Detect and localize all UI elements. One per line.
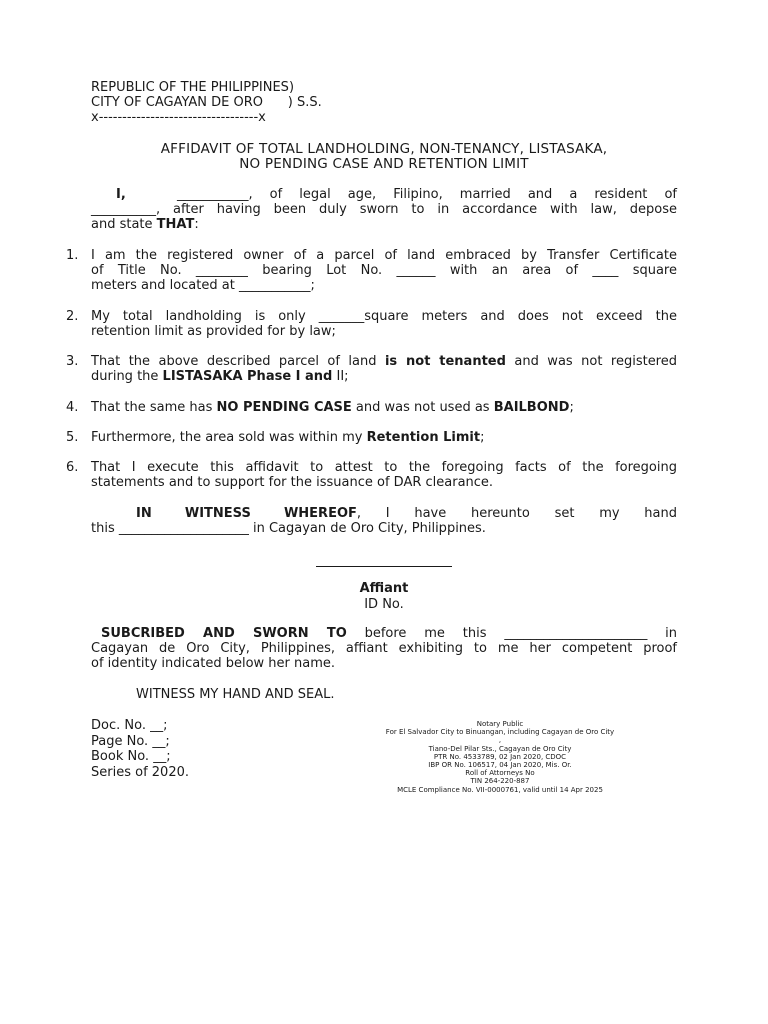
item-3: [91, 354, 677, 384]
item-1-text: ;: [310, 278, 315, 293]
jurat-date-blank: ______________________: [504, 626, 648, 641]
item-5: [91, 430, 677, 445]
notary-roll: Roll of Attorneys No: [465, 769, 535, 778]
item-4-number: 4.: [66, 400, 79, 415]
date-blank: ____________________: [118, 521, 249, 536]
item-1-text: bearing Lot No.: [247, 263, 397, 278]
landholding-blank: _______: [318, 309, 365, 324]
item-4-text: ;: [569, 400, 574, 415]
item-2-line-2: retention limit as provided for by law;: [91, 324, 336, 339]
item-1-text: square: [618, 263, 677, 278]
item-2-text: square meters and does not exceed the: [364, 309, 677, 324]
title-no-blank: ________: [195, 263, 248, 278]
notary-ptr: PTR No. 4533789, 02 Jan 2020, CDOC: [433, 752, 567, 761]
intro-text-2: , after having been duly sworn to in accordance with law, depose: [156, 202, 677, 217]
notary-mcle: MCLE Compliance No. VII-0000761, valid until 14 Apr 2025: [397, 785, 603, 794]
witness-whereof-text: this: [91, 521, 119, 536]
no-pending-case-emphasis: NO PENDING CASE: [216, 400, 352, 415]
item-2: [91, 309, 677, 339]
item-1-line-1: I am the registered owner of a parcel of land embraced by Transfer Certificate: [91, 248, 677, 263]
affiant-signature-line: [316, 566, 452, 567]
intro-colon: :: [194, 217, 199, 232]
doc-register-block: [91, 718, 189, 780]
bailbond-emphasis: BAILBOND: [493, 400, 570, 415]
item-5-text: ;: [480, 430, 485, 445]
series: Series of 2020.: [91, 764, 189, 780]
item-2-number: 2.: [66, 309, 79, 324]
intro-text-3: and state: [91, 217, 153, 232]
listasaka-emphasis: LISTASAKA Phase I and: [162, 369, 333, 384]
title-line-1: AFFIDAVIT OF TOTAL LANDHOLDING, NON-TENANCY, LISTASAKA,: [160, 141, 608, 157]
item-4-text: and was not used as: [351, 400, 494, 415]
venue-divider: x----------------------------------x: [91, 110, 266, 125]
item-4-text: That the same has: [91, 400, 217, 415]
location-blank: ___________: [238, 278, 311, 293]
item-3-number: 3.: [66, 354, 79, 369]
item-1-text: meters and located at: [91, 278, 239, 293]
item-1-text: with an area of: [435, 263, 593, 278]
jurat-text: before me this: [346, 626, 505, 641]
witness-whereof-text: in Cagayan de Oro City, Philippines.: [248, 521, 486, 536]
intro-i: I,: [116, 187, 126, 202]
notary-jurisdiction: For El Salvador City to Binuangan, including Cagayan de Oro City: [385, 728, 615, 737]
notary-tin: TIN 264-220-887: [470, 777, 530, 786]
doc-no: Doc. No. __;: [91, 718, 168, 733]
lot-no-blank: ______: [396, 263, 436, 278]
item-6-line-1: That I execute this affidavit to attest to the foregoing facts of the foregoing: [91, 460, 677, 475]
item-2-text: My total landholding is only: [91, 309, 319, 324]
item-3-text: and was not registered: [505, 354, 677, 369]
witness-whereof-text: , I have hereunto set my hand: [356, 506, 677, 521]
witness-whereof-paragraph: [91, 506, 677, 536]
item-4: [91, 400, 677, 415]
notary-ibp: IBP OR No. 106517, 04 Jan 2020, Mis. Or.: [428, 761, 572, 770]
notary-block: [380, 720, 620, 794]
notary-title: Notary Public: [476, 720, 524, 728]
residence-blank: __________: [91, 202, 156, 217]
in-witness-whereof-emphasis: IN WITNESS WHEREOF: [136, 506, 357, 521]
item-6-line-2: statements and to support for the issuance of DAR clearance.: [91, 475, 494, 490]
not-tenanted-emphasis: is not tenanted: [384, 354, 506, 369]
item-5-text: Furthermore, the area sold was within my: [91, 430, 367, 445]
jurat-text: in: [647, 626, 677, 641]
jurat-line-2: Cagayan de Oro City, Philippines, affiant exhibiting to me her competent proof: [91, 641, 677, 656]
item-3-text: II;: [332, 369, 349, 384]
notary-address: Tiano-Del Pilar Sts., Cagayan de Oro City: [428, 744, 572, 753]
subscribed-sworn-emphasis: SUBCRIBED AND SWORN TO: [101, 626, 347, 641]
notary-comma: ,: [498, 736, 502, 745]
item-3-text: That the above described parcel of land: [91, 354, 385, 369]
affiant-id-no: ID No.: [364, 597, 404, 612]
venue-city: CITY OF CAGAYAN DE ORO ) S.S.: [91, 95, 322, 110]
intro-that: THAT: [156, 217, 195, 232]
area-blank: ____: [592, 263, 619, 278]
item-3-text: during the: [91, 369, 163, 384]
item-5-number: 5.: [66, 430, 79, 445]
page-no: Page No. __;: [91, 733, 170, 749]
witness-hand-seal: WITNESS MY HAND AND SEAL.: [136, 687, 335, 702]
name-blank: ___________: [176, 187, 249, 202]
venue-republic: REPUBLIC OF THE PHILIPPINES): [91, 80, 295, 95]
item-6: [91, 460, 677, 490]
item-1-text: of Title No.: [91, 263, 196, 278]
title-line-2: NO PENDING CASE AND RETENTION LIMIT: [239, 156, 529, 172]
affiant-label: Affiant: [359, 581, 409, 596]
affidavit-title: [60, 142, 708, 172]
venue-block: [91, 80, 491, 125]
book-no: Book No. __;: [91, 749, 171, 764]
intro-text-1: , of legal age, Filipino, married and a resident of: [248, 187, 677, 202]
intro-paragraph: [91, 187, 677, 232]
jurat-paragraph: [91, 626, 677, 671]
item-6-number: 6.: [66, 460, 79, 475]
item-1-number: 1.: [66, 248, 79, 263]
retention-limit-emphasis: Retention Limit: [366, 430, 481, 445]
item-1: [91, 248, 677, 293]
jurat-line-3: of identity indicated below her name.: [91, 656, 335, 671]
